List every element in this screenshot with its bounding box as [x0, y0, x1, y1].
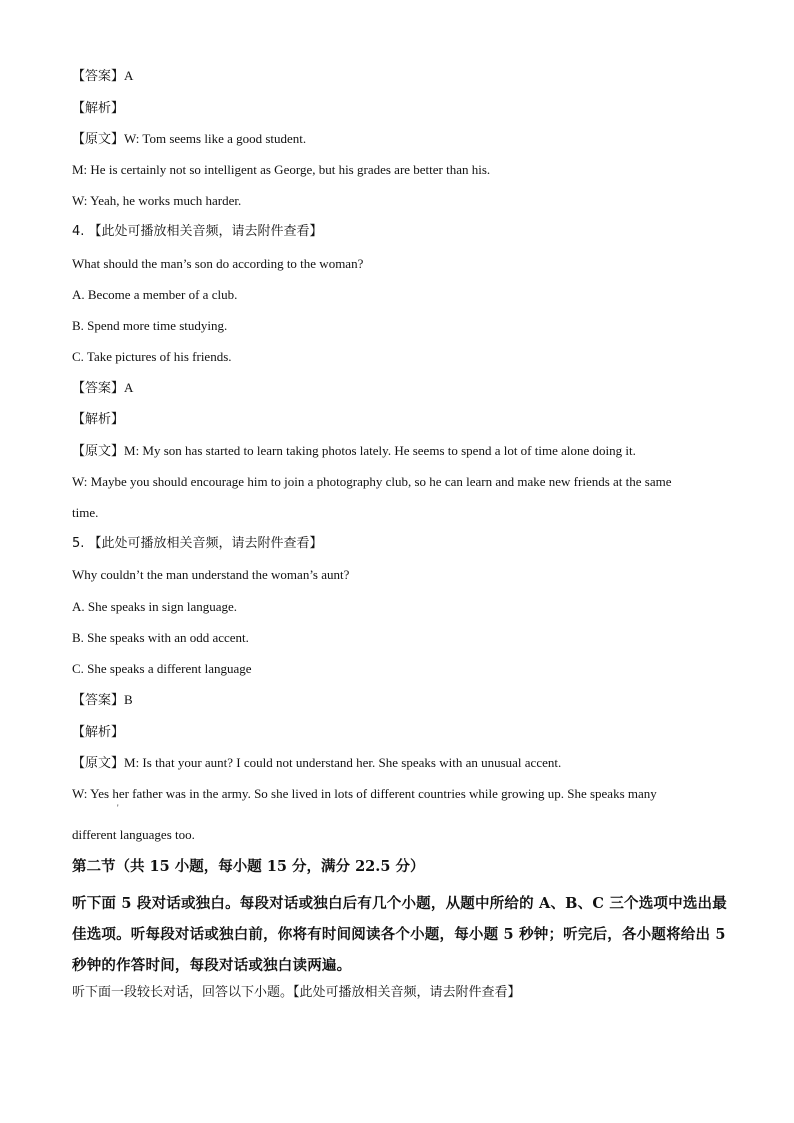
analysis-tag: 【解析】 [72, 101, 125, 116]
question-4-option-a: A. Become a member of a club. [72, 287, 238, 302]
answer-tag: 【答案】 [72, 693, 125, 708]
transcript-line [72, 131, 306, 148]
question-5-text: Why couldn’t the man understand the woman’s aunt? [72, 567, 350, 582]
transcript-tag: 【原文】 [72, 756, 125, 771]
analysis-line [72, 100, 124, 117]
section-title: 第二节（共 15 小题，每小题 15 分，满分 22.5 分） [72, 858, 425, 875]
transcript-text: W: Tom seems like a good student. [124, 131, 307, 146]
transcript-tag: 【原文】 [72, 132, 125, 147]
stray-mark: ' [117, 803, 119, 813]
transcript-tag: 【原文】 [72, 444, 125, 459]
question-4-text: What should the man’s son do according to the woman? [72, 256, 364, 271]
transcript-line [72, 755, 561, 772]
question-4-option-c: C. Take pictures of his friends. [72, 349, 232, 364]
section-instructions: 听下面 5 段对话或独白。每段对话或独白后有几个小题，从题中所给的 A、B、C 三个选项中选出最佳选项。听每段对话或独白前，你将有时间阅读各个小题，每小题 5 秒钟；听完后，各小题将给出 5 秒钟的作答时间，每段对话或独白读两遍。 [72, 895, 727, 974]
transcript-line [72, 443, 636, 460]
section-prompt: 听下面一段较长对话，回答以下小题。【此处可播放相关音频，请去附件查看】 [72, 985, 521, 1000]
analysis-tag: 【解析】 [72, 412, 125, 427]
transcript-line: M: He is certainly not so intelligent as George, but his grades are better than his. [72, 162, 491, 177]
answer-value: A [124, 380, 134, 395]
answer-tag: 【答案】 [72, 381, 125, 396]
analysis-line [72, 724, 124, 741]
answer-line [72, 380, 133, 397]
question-5-option-b: B. She speaks with an odd accent. [72, 630, 249, 645]
question-5-option-a: A. She speaks in sign language. [72, 599, 238, 614]
transcript-line: W: Yes her father was in the army. So she lived in lots of different countries while growing up. She speaks many [72, 786, 657, 801]
question-5-header: 5. 【此处可播放相关音频，请去附件查看】 [72, 536, 323, 551]
analysis-tag: 【解析】 [72, 725, 125, 740]
transcript-text: M: My son has started to learn taking photos lately. He seems to spend a lot of time alone doing it. [124, 443, 636, 458]
answer-value: A [124, 68, 134, 83]
transcript-line: W: Yeah, he works much harder. [72, 193, 242, 208]
question-5-option-c: C. She speaks a different language [72, 661, 252, 676]
transcript-line: time. [72, 505, 99, 520]
analysis-line [72, 411, 124, 428]
question-4-option-b: B. Spend more time studying. [72, 318, 228, 333]
transcript-text: M: Is that your aunt? I could not understand her. She speaks with an unusual accent. [124, 755, 562, 770]
transcript-line: W: Maybe you should encourage him to join a photography club, so he can learn and make new friends at the same [72, 474, 672, 489]
transcript-line: different languages too. [72, 827, 195, 842]
question-4-header: 4. 【此处可播放相关音频，请去附件查看】 [72, 224, 323, 239]
answer-tag: 【答案】 [72, 69, 125, 84]
answer-line [72, 692, 133, 709]
answer-line [72, 68, 133, 85]
answer-value: B [124, 692, 133, 707]
